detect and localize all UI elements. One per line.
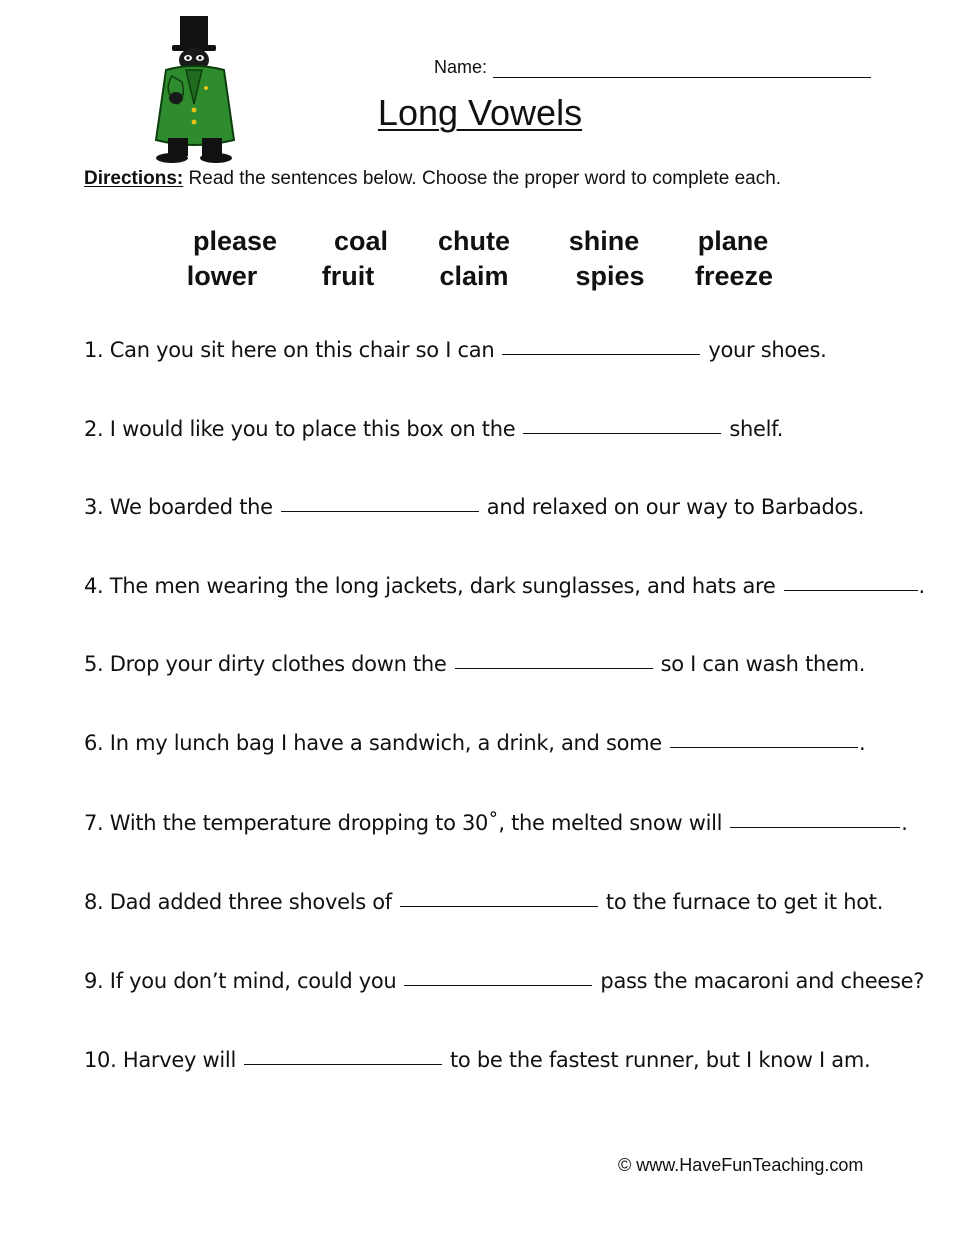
question-9 [84, 969, 924, 993]
word-bank-item: freeze [694, 261, 774, 291]
name-field[interactable] [434, 57, 871, 78]
question-text: . [901, 811, 908, 835]
page-title [0, 92, 960, 134]
directions [84, 168, 781, 190]
question-text: 5. Drop your dirty clothes down the [84, 652, 447, 676]
question-6 [84, 731, 865, 755]
word-bank-item: chute [437, 226, 511, 256]
question-7 [84, 811, 908, 835]
name-blank-line[interactable] [493, 59, 871, 78]
answer-blank[interactable] [455, 667, 653, 669]
answer-blank[interactable] [404, 984, 592, 986]
question-text: 3. We boarded the [84, 495, 273, 519]
question-8 [84, 890, 883, 914]
copyright-footer: © www.HaveFunTeaching.com [618, 1155, 864, 1175]
question-1 [84, 338, 827, 362]
word-bank-item: please [192, 226, 278, 256]
question-text: . [858, 731, 866, 755]
answer-blank[interactable] [244, 1063, 442, 1065]
question-10 [84, 1048, 870, 1072]
answer-blank[interactable] [502, 353, 700, 355]
question-text: to the furnace to get it hot. [605, 890, 884, 914]
answer-blank[interactable] [281, 510, 479, 512]
question-text: shelf. [729, 417, 784, 441]
answer-blank[interactable] [730, 826, 900, 828]
question-text: 4. The men wearing the long jackets, dark sunglasses, and hats are [84, 574, 776, 598]
answer-blank[interactable] [400, 905, 598, 907]
answer-blank[interactable] [670, 746, 858, 748]
word-bank-item: claim [439, 261, 509, 291]
question-3 [84, 495, 864, 519]
name-label: Name: [434, 57, 488, 77]
question-text: 9. If you don’t mind, could you [84, 969, 397, 993]
question-text: 6. In my lunch bag I have a sandwich, a drink, and some [84, 731, 662, 755]
answer-blank[interactable] [523, 432, 721, 434]
directions-label: Directions: [84, 168, 184, 189]
word-bank-item: plane [697, 226, 769, 256]
leprechaun-mascot-icon [142, 12, 246, 164]
word-bank-item: lower [186, 261, 258, 291]
answer-blank[interactable] [784, 589, 918, 591]
question-5 [84, 652, 865, 676]
question-text: 10. Harvey will [84, 1048, 236, 1072]
directions-text: Read the sentences below. Choose the proper word to complete each. [188, 168, 782, 189]
question-text: 7. With the temperature dropping to 30˚, the melted snow will [84, 811, 723, 835]
question-text: so I can wash them. [660, 652, 866, 676]
word-bank-item: coal [333, 226, 389, 256]
question-text: and relaxed on our way to Barbados. [486, 495, 865, 519]
question-text: . [918, 574, 925, 598]
question-2 [84, 417, 783, 441]
word-bank-item: fruit [321, 261, 375, 291]
question-text: 8. Dad added three shovels of [84, 890, 392, 914]
word-bank-item: shine [568, 226, 640, 256]
question-text: to be the fastest runner, but I know I am. [450, 1048, 871, 1072]
question-4 [84, 574, 925, 598]
question-text: your shoes. [708, 338, 827, 362]
question-text: 1. Can you sit here on this chair so I can [84, 338, 495, 362]
page-title-text: Long Vowels [377, 92, 583, 133]
question-text: pass the macaroni and cheese? [600, 969, 925, 993]
word-bank-item: spies [575, 261, 645, 291]
question-text: 2. I would like you to place this box on the [84, 417, 516, 441]
